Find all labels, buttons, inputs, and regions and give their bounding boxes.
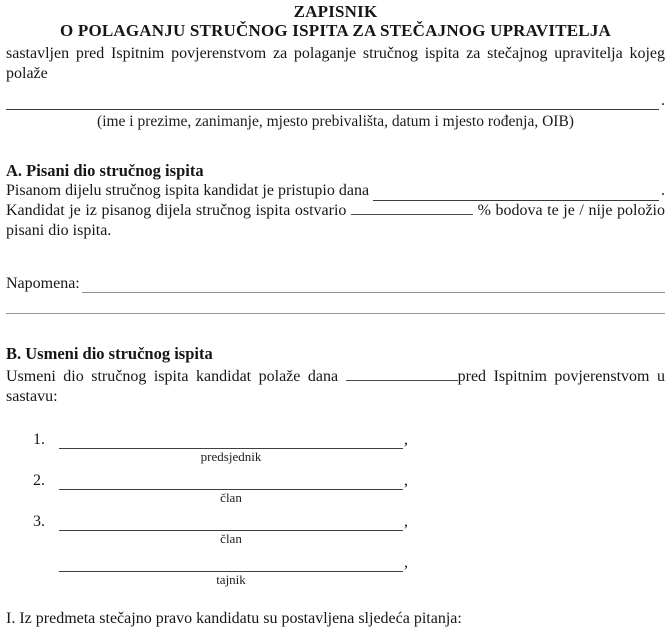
committee-member-1-blank-line [59, 433, 403, 449]
committee-member-3-number: 3. [33, 513, 45, 530]
written-exam-date-row [6, 181, 665, 201]
written-exam-score-paragraph [6, 201, 665, 241]
committee-member-4-role: tajnik [216, 572, 246, 587]
written-exam-score-text: Kandidat je iz pisanog dijela stručnog ispita ostvario [6, 202, 347, 219]
committee-member-3-row [6, 511, 665, 531]
oral-exam-date-blank-line [346, 367, 458, 381]
note-blank-line-2 [6, 293, 665, 314]
closing-question-line: I. Iz predmeta stečajno pravo kandidatu su postavljena sljedeća pitanja: [6, 610, 462, 627]
note-label: Napomena: [6, 275, 80, 292]
oral-exam-paragraph [6, 367, 665, 407]
committee-member-4-row [6, 552, 665, 572]
committee-member-4 [6, 552, 665, 587]
committee-member-2-role: član [220, 490, 242, 505]
committee-member-4-comma: , [404, 554, 408, 571]
oral-exam-suffix-text: pred Ispitnim povjerenstvom u sastavu: [6, 368, 666, 405]
committee-member-1-row [6, 429, 665, 449]
written-exam-date-text: Pisanom dijelu stručnog ispita kandidat je pristupio dana [6, 182, 370, 199]
committee-member-3-comma: , [404, 513, 408, 530]
candidate-name-blank-period: . [661, 92, 665, 109]
committee-member-2-comma: , [404, 472, 408, 489]
committee-member-1-number: 1. [33, 431, 45, 448]
committee-member-1 [6, 429, 665, 464]
section-b-heading: B. Usmeni dio stručnog ispita [6, 344, 213, 363]
document-title-line1: ZAPISNIK [293, 2, 378, 21]
candidate-name-blank-row [6, 90, 665, 110]
committee-member-3-role: član [220, 531, 242, 546]
committee-member-2-blank-line [59, 474, 403, 490]
document-title-line2: O POLAGANJU STRUČNOG ISPITA ZA STEČAJNOG UPRAVITELJA [59, 21, 612, 40]
candidate-name-blank-line [6, 92, 659, 110]
committee-member-3 [6, 511, 665, 546]
note-blank-line-1 [82, 277, 665, 293]
oral-exam-date-text: Usmeni dio stručnog ispita kandidat polaže dana [6, 368, 339, 385]
written-exam-score-blank-line [351, 201, 473, 215]
intro-paragraph: sastavljen pred Ispitnim povjerenstvom za polaganje stručnog ispita za stečajnog upravitelja kojeg polaže [6, 45, 665, 82]
written-exam-date-period: . [661, 182, 665, 199]
committee-member-4-blank-line [59, 556, 403, 572]
committee-member-2-number: 2. [33, 472, 45, 489]
written-exam-date-blank-line [373, 183, 659, 201]
committee-member-2 [6, 470, 665, 505]
committee-member-3-blank-line [59, 515, 403, 531]
committee-member-2-row [6, 470, 665, 490]
section-a-heading: A. Pisani dio stručnog ispita [6, 161, 204, 180]
note-row [6, 273, 665, 293]
committee-members-list [6, 429, 665, 587]
candidate-name-caption: (ime i prezime, zanimanje, mjesto prebivališta, datum i mjesto rođenja, OIB) [97, 113, 574, 130]
written-exam-score-suffix-text: % bodova te je / nije položio pisani dio ispita. [6, 202, 665, 239]
committee-member-1-comma: , [404, 431, 408, 448]
committee-member-1-role: predsjednik [200, 449, 262, 464]
